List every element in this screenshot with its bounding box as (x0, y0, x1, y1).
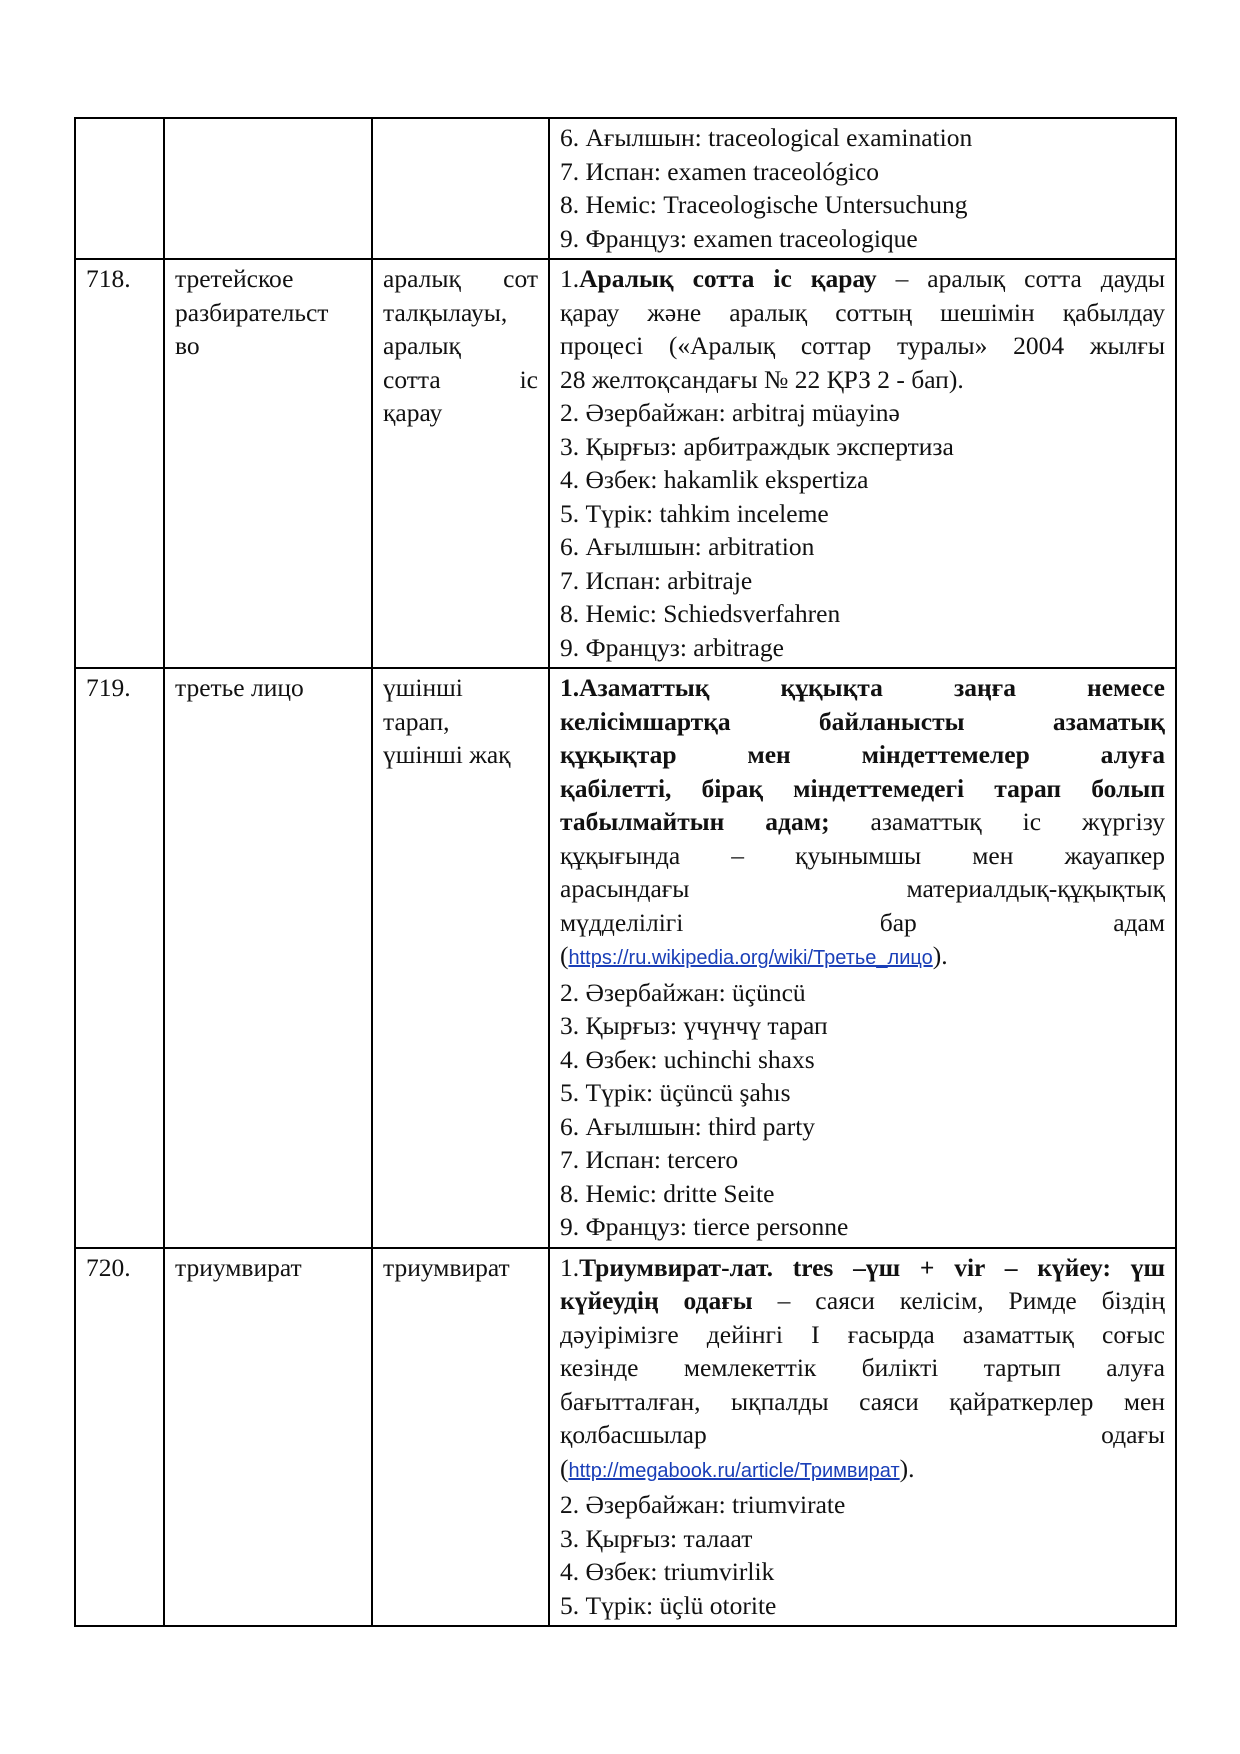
definition-prefix: 1. (560, 264, 580, 293)
kazakh-term: триумвират (372, 1248, 549, 1627)
translation-line: 9. Француз: tierce personne (560, 1212, 849, 1241)
translation-line: 2. Әзербайжан: üçüncü (560, 977, 806, 1007)
source-link[interactable]: http://megabook.ru/article/Тримвират (568, 1459, 900, 1482)
entry-number: 718. (75, 259, 164, 668)
russian-term (164, 118, 372, 259)
definition-line: (https://ru.wikipedia.org/wiki/Третье_лицо). (560, 941, 948, 970)
definition-cell (549, 668, 1176, 1248)
translation-line: 4. Өзбек: uchinchi shaxs (560, 1044, 815, 1074)
definition-cell (549, 1248, 1176, 1627)
definition-term: Аралық сотта іс қарау (579, 264, 877, 293)
translation-line: 6. Ағылшын: third party (560, 1111, 816, 1141)
definition-term: 1.Азаматтық құқықта заңға немесе (560, 673, 1165, 702)
russian-term-line: разбирательст (175, 297, 329, 327)
definition-text: – аралық сотта дауды (876, 264, 1165, 293)
definition-line: құқығында – қуынымшы мен жауапкер (560, 840, 1165, 870)
entry-number (75, 118, 164, 259)
table-row (75, 118, 1176, 259)
definition-line (560, 805, 1165, 839)
translation-line: 8. Неміс: Schiedsverfahren (560, 599, 841, 628)
entry-number: 719. (75, 668, 164, 1248)
kazakh-term-line: үшінші жақ (383, 740, 511, 769)
translation-line: 5. Түрік: tahkim inceleme (560, 498, 829, 528)
kazakh-term-line: үшінші (383, 673, 463, 702)
translation-line: 4. Өзбек: hakamlik ekspertiza (560, 465, 869, 494)
source-link[interactable]: https://ru.wikipedia.org/wiki/Третье_лицо (568, 947, 933, 969)
translation-line: 7. Испан: tercero (560, 1145, 739, 1174)
definition-line (560, 1284, 1165, 1318)
translation-line: 8. Неміс: dritte Seite (560, 1178, 775, 1208)
translation-line: 3. Қырғыз: арбитраждык экспертиза (560, 431, 954, 461)
definition-term: құқықтар мен міндеттемелер алуға (560, 740, 1165, 769)
definition-line: (http://megabook.ru/article/Тримвират). (560, 1453, 915, 1483)
translation-line: 9. Француз: examen traceologique (560, 223, 918, 253)
definition-line (560, 262, 1165, 296)
translation-line: 3. Қырғыз: талаат (560, 1523, 753, 1553)
definition-line: кезінде мемлекеттік билікті тартып алуға (560, 1353, 1165, 1382)
dictionary-table (74, 117, 1177, 1627)
kazakh-term-line: тарап, (383, 706, 450, 736)
definition-term: табылмайтын адам; (560, 807, 830, 836)
russian-term: третье лицо (164, 668, 372, 1248)
definition-term: Триумвират-лат. tres –үш + vir – күйеу: үш (579, 1252, 1165, 1282)
definition-text: азаматтық іс жүргізу (829, 807, 1165, 836)
translation-line: 9. Француз: arbitrage (560, 632, 784, 662)
definition-line: арасындағы материалдық-құқықтық (560, 874, 1165, 903)
translation-line: 6. Ағылшын: traceological examination (560, 123, 973, 152)
kazakh-term (372, 668, 549, 1248)
definition-line: 28 желтоқсандағы № 22 ҚРЗ 2 - бап). (560, 364, 964, 394)
kazakh-term-line: аралық сот (383, 264, 538, 293)
definition-line: қарау және аралық соттың шешімін қабылдау (560, 297, 1165, 327)
definition-text: – саяси келісім, Римде біздің (752, 1286, 1166, 1315)
definition-line: дәуірімізге дейінгі І ғасырда азаматтық соғыс (560, 1319, 1165, 1349)
translation-line: 3. Қырғыз: үчүнчү тарап (560, 1011, 828, 1040)
russian-term-line: во (175, 331, 200, 360)
kazakh-term-line: талқылауы, (383, 297, 508, 327)
definition-term: қабілетті, бірақ міндеттемедегі тарап болып (560, 773, 1165, 803)
kazakh-term (372, 118, 549, 259)
definition-line: қолбасшылар одағы (560, 1420, 1165, 1449)
kazakh-term (372, 259, 549, 668)
definition-term: келісімшартқа байланысты азаматық (560, 706, 1165, 736)
definition-line: процесі («Аралық соттар туралы» 2004 жылғы (560, 331, 1165, 360)
russian-term-line: третейское (175, 264, 294, 293)
definition-cell (549, 259, 1176, 668)
definition-term: күйеудің одағы (560, 1286, 753, 1315)
russian-term: триумвират (164, 1248, 372, 1627)
translation-line: 7. Испан: arbitraje (560, 565, 753, 595)
table-row (75, 1248, 1176, 1627)
translation-line: 2. Әзербайжан: arbitraj müayinə (560, 398, 900, 427)
translation-line: 5. Түрік: üçlü otorite (560, 1590, 777, 1620)
definition-prefix: 1. (560, 1252, 580, 1282)
russian-term (164, 259, 372, 668)
translation-line: 7. Испан: examen traceológico (560, 156, 879, 186)
kazakh-term-line: сотта іс (383, 364, 538, 394)
table-row (75, 668, 1176, 1248)
table-row (75, 259, 1176, 668)
translation-line: 2. Әзербайжан: triumvirate (560, 1490, 846, 1519)
translation-line: 5. Түрік: üçüncü şahıs (560, 1078, 791, 1107)
translation-line: 4. Өзбек: triumvirlik (560, 1557, 775, 1586)
definition-line: бағытталған, ықпалды саяси қайраткерлер мен (560, 1386, 1165, 1416)
translation-line: 8. Неміс: Traceologische Untersuchung (560, 190, 968, 219)
kazakh-term-line: аралық (383, 331, 461, 360)
translation-line: 6. Ағылшын: arbitration (560, 532, 815, 561)
entry-number: 720. (75, 1248, 164, 1627)
kazakh-term-line: қарау (383, 398, 443, 427)
definition-cell (549, 118, 1176, 259)
definition-line: мүдделілігі бар адам (560, 907, 1165, 937)
definition-line (560, 1251, 1165, 1285)
